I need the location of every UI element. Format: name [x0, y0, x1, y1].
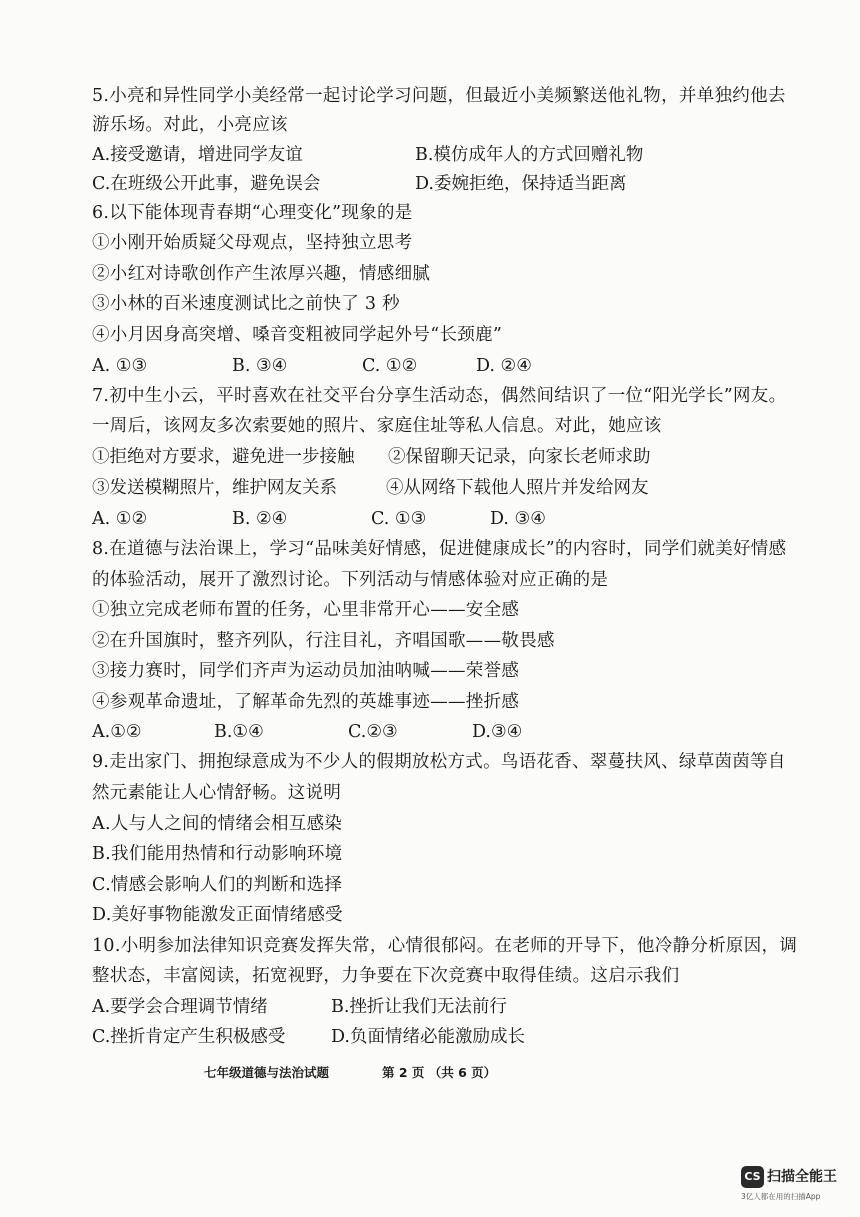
q9-option-a: A.人与人之间的情绪会相互感染 [92, 814, 343, 834]
q10-option-c: C.挫折肯定产生积极感受 [92, 1027, 286, 1047]
q7-option-d: D. ③④ [490, 509, 546, 529]
q8-stem-line1: 8.在道德与法治课上，学习“品味美好情感，促进健康成长”的内容时，同学们就美好情感 [92, 539, 787, 559]
q9-stem-line2: 然元素能让人心情舒畅。这说明 [92, 783, 342, 803]
q9-option-b: B.我们能用热情和行动影响环境 [92, 844, 343, 864]
q8-option-b: B.①④ [214, 722, 264, 742]
q8-statement-4: ④参观革命遗址，了解革命先烈的英雄事迹——挫折感 [92, 692, 520, 712]
q6-option-b: B. ③④ [232, 356, 288, 376]
q6-option-c: C. ①② [362, 356, 418, 376]
q6-statement-2: ②小红对诗歌创作产生浓厚兴趣，情感细腻 [92, 264, 431, 284]
q5-option-b: B.模仿成年人的方式回赠礼物 [415, 145, 644, 165]
q10-stem-line1: 10.小明参加法律知识竞赛发挥失常，心情很郁闷。在老师的开导下，他冷静分析原因，调 [92, 936, 798, 956]
q8-statement-3: ③接力赛时，同学们齐声为运动员加油呐喊——荣誉感 [92, 661, 520, 681]
q7-statement-1: ①拒绝对方要求，避免进一步接触 [92, 447, 355, 467]
q9-option-c: C.情感会影响人们的判断和选择 [92, 875, 343, 895]
q7-option-b: B. ②④ [232, 509, 288, 529]
q5-option-c: C.在班级公开此事，避免误会 [92, 174, 321, 194]
q6-option-d: D. ②④ [476, 356, 532, 376]
watermark-app-name: 扫描全能王 [767, 1169, 837, 1185]
scanner-watermark [741, 1163, 851, 1209]
q10-option-a: A.要学会合理调节情绪 [92, 997, 268, 1017]
q10-option-b: B.挫折让我们无法前行 [331, 997, 507, 1017]
q5-option-a: A.接受邀请，增进同学友谊 [92, 145, 303, 165]
q8-option-a: A.①② [92, 722, 142, 742]
q8-statement-1: ①独立完成老师布置的任务，心里非常开心——安全感 [92, 600, 520, 620]
q8-stem-line2: 的体验活动，展开了激烈讨论。下列活动与情感体验对应正确的是 [92, 570, 609, 590]
footer-subject: 七年级道德与法治试题 [204, 1065, 330, 1080]
q8-option-d: D.③④ [472, 722, 523, 742]
q8-option-c: C.②③ [348, 722, 398, 742]
q6-stem: 6.以下能体现青春期“心理变化”现象的是 [92, 203, 413, 223]
q5-option-d: D.委婉拒绝，保持适当距离 [415, 174, 627, 194]
q5-stem-line1: 5.小亮和异性同学小美经常一起讨论学习问题，但最近小美频繁送他礼物，并单独约他去 [92, 86, 786, 106]
q6-statement-3: ③小林的百米速度测试比之前快了 3 秒 [92, 294, 400, 314]
q7-statement-2: ②保留聊天记录，向家长老师求助 [388, 447, 651, 467]
q7-option-c: C. ①③ [371, 509, 427, 529]
q7-stem-line2: 一周后，该网友多次索要她的照片、家庭住址等私人信息。对此，她应该 [92, 416, 662, 436]
q8-statement-2: ②在升国旗时，整齐列队，行注目礼，齐唱国歌——敬畏感 [92, 631, 555, 651]
q10-stem-line2: 整状态，丰富阅读，拓宽视野，力争要在下次竞赛中取得佳绩。这启示我们 [92, 966, 680, 986]
q5-stem-line2: 游乐场。对此，小亮应该 [92, 115, 288, 135]
q7-statement-4: ④从网络下载他人照片并发给网友 [386, 478, 649, 498]
q10-option-d: D.负面情绪必能激励成长 [331, 1027, 525, 1047]
q6-statement-1: ①小刚开始质疑父母观点，坚持独立思考 [92, 233, 413, 253]
q9-option-d: D.美好事物能激发正面情绪感受 [92, 905, 343, 925]
q7-statement-3: ③发送模糊照片，维护网友关系 [92, 478, 337, 498]
watermark-tagline: 3亿人都在用的扫描App [741, 1192, 821, 1201]
q9-stem-line1: 9.走出家门、拥抱绿意成为不少人的假期放松方式。鸟语花香、翠蔓扶风、绿草茵茵等自 [92, 752, 786, 772]
q6-statement-4: ④小月因身高突增、嗓音变粗被同学起外号“长颈鹿” [92, 325, 503, 345]
q6-option-a: A. ①③ [92, 356, 148, 376]
camscanner-logo-icon: CS [741, 1166, 764, 1188]
footer-page-number: 第 2 页 （共 6 页） [382, 1065, 497, 1080]
q7-option-a: A. ①② [92, 509, 148, 529]
q7-stem-line1: 7.初中生小云，平时喜欢在社交平台分享生活动态，偶然间结识了一位“阳光学长”网友。 [92, 386, 787, 406]
